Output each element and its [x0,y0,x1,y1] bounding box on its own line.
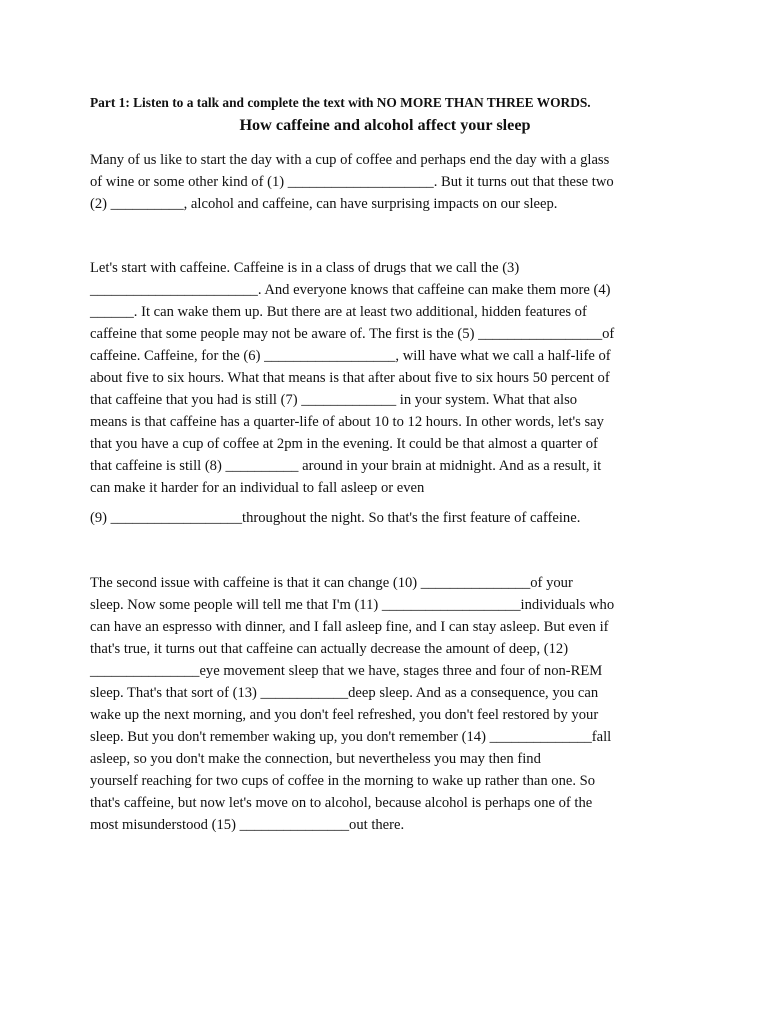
text-line: that's true, it turns out that caffeine can actually decrease the amount of deep, (12) [90,641,569,657]
text-line: most misunderstood (15) _______________out there. [90,817,405,833]
text-line: wake up the next morning, and you don't feel refreshed, you don't feel restored by your [90,707,599,723]
text-line: caffeine that some people may not be aware of. The first is the (5) _________________of [90,326,615,342]
text-line: caffeine. Caffeine, for the (6) __________________, will have what we call a half-life of [90,348,611,364]
text-line: ______. It can wake them up. But there are at least two additional, hidden features of [90,304,587,320]
text-line: Let's start with caffeine. Caffeine is in a class of drugs that we call the (3) [90,260,520,276]
paragraph-caffeine [90,257,690,499]
text-line: about five to six hours. What that means is that after about five to six hours 50 percent of [90,370,610,386]
text-line: yourself reaching for two cups of coffee in the morning to wake up rather than one. So [90,773,596,789]
text-line: asleep, so you don't make the connection, but nevertheless you may then find [90,751,541,767]
worksheet-title: How caffeine and alcohol affect your sleep [239,116,531,134]
text-line: sleep. But you don't remember waking up, you don't remember (14) ______________fall [90,729,612,745]
text-line: Many of us like to start the day with a cup of coffee and perhaps end the day with a glass [90,152,610,168]
text-line: means is that caffeine has a quarter-life of about 10 to 12 hours. In other words, let's say [90,414,604,430]
paragraph-second-issue [90,572,690,836]
text-line: that's caffeine, but now let's move on to alcohol, because alcohol is perhaps one of the [90,795,593,811]
text-line: that caffeine is still (8) __________ around in your brain at midnight. And as a result, it [90,458,602,474]
text-line: (2) __________, alcohol and caffeine, can have surprising impacts on our sleep. [90,196,558,212]
worksheet-page [90,94,690,836]
text-line: sleep. Now some people will tell me that I'm (11) ___________________individuals who [90,597,615,613]
text-line: that caffeine that you had is still (7) _____________ in your system. What that also [90,392,578,408]
text-line: _______________eye movement sleep that we have, stages three and four of non-REM [90,663,603,679]
instruction-heading: Part 1: Listen to a talk and complete the text with NO MORE THAN THREE WORDS. [90,95,591,110]
paragraph-intro [90,149,690,215]
text-line: sleep. That's that sort of (13) ____________deep sleep. And as a consequence, you can [90,685,599,701]
text-line: of wine or some other kind of (1) ____________________. But it turns out that these two [90,174,614,190]
paragraph-first-feature [90,507,690,529]
text-line: The second issue with caffeine is that it can change (10) _______________of your [90,575,573,591]
text-line: _______________________. And everyone knows that caffeine can make them more (4) [90,282,611,298]
text-line: can have an espresso with dinner, and I fall asleep fine, and I can stay asleep. But even if [90,619,609,635]
text-line: can make it harder for an individual to fall asleep or even [90,480,425,496]
text-line: that you have a cup of coffee at 2pm in the evening. It could be that almost a quarter of [90,436,598,452]
text-line: (9) __________________throughout the night. So that's the first feature of caffeine. [90,510,581,526]
